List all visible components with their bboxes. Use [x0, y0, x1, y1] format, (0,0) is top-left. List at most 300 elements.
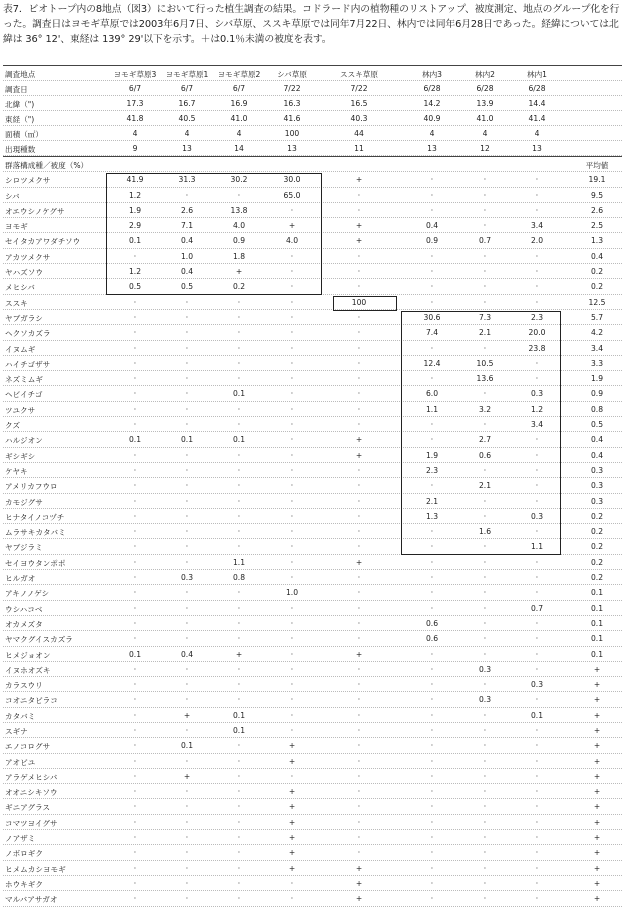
table-cell: ·	[535, 848, 539, 858]
table-cell: ·	[133, 328, 137, 338]
mean-cell: 3.4	[590, 343, 604, 353]
table-cell: ·	[237, 664, 241, 674]
table-cell: ·	[185, 848, 189, 858]
table-cell: 100	[284, 129, 300, 138]
table-cell: ·	[357, 756, 361, 766]
table-cell: 1.9	[425, 450, 439, 460]
mean-cell: 0.8	[590, 404, 604, 414]
table-cell: ·	[133, 297, 137, 307]
table-row	[3, 601, 622, 616]
species-name: マルバアサガオ	[5, 895, 58, 905]
table-cell: 1.3	[425, 511, 439, 521]
table-cell: ·	[483, 603, 487, 613]
table-cell: 2.1	[425, 496, 439, 506]
table-cell: 7/22	[350, 84, 368, 93]
table-cell: ·	[237, 312, 241, 322]
table-cell: ·	[237, 848, 241, 858]
table-cell: ·	[357, 496, 361, 506]
table-cell: 7.4	[425, 328, 439, 338]
mean-cell: 0.2	[590, 573, 604, 583]
table-cell: ·	[535, 450, 539, 460]
table-cell: ·	[357, 710, 361, 720]
table-cell: ·	[133, 634, 137, 644]
table-cell: +	[288, 741, 296, 751]
table-cell: 41.6	[283, 114, 301, 123]
table-cell: シバ草原	[277, 70, 307, 79]
table-cell: ·	[483, 251, 487, 261]
table-cell: ·	[185, 450, 189, 460]
table-cell: 0.3	[180, 573, 194, 583]
table-row	[3, 341, 622, 356]
table-cell: 23.8	[528, 343, 546, 353]
table-cell: 4	[534, 129, 540, 138]
table-row	[3, 631, 622, 646]
table-cell: ·	[133, 695, 137, 705]
table-cell: ·	[185, 527, 189, 537]
table-cell: 14.4	[528, 99, 546, 108]
species-name: エノコログサ	[5, 742, 51, 752]
table-cell: ·	[237, 450, 241, 460]
table-cell: 0.3	[478, 695, 492, 705]
mean-cell: 0.1	[590, 618, 604, 628]
table-cell: ·	[290, 649, 294, 659]
table-cell: ·	[133, 787, 137, 797]
table-cell: 0.1	[128, 236, 142, 246]
table-cell: ·	[357, 680, 361, 690]
mean-cell: 3.3	[590, 358, 604, 368]
species-name: ムラサキカタバミ	[5, 528, 66, 538]
table-cell: ·	[430, 695, 434, 705]
table-cell: 0.6	[425, 634, 439, 644]
table-cell: ·	[430, 649, 434, 659]
table-cell: ·	[237, 511, 241, 521]
table-cell: 13	[182, 144, 192, 153]
table-cell: ·	[185, 481, 189, 491]
table-cell: 16.3	[283, 99, 301, 108]
table-cell: ·	[483, 557, 487, 567]
species-name: ヤハズソウ	[5, 268, 43, 278]
table-cell: ·	[133, 863, 137, 873]
mean-cell: 0.9	[590, 389, 604, 399]
table-cell: 11	[354, 144, 364, 153]
table-cell: ·	[357, 420, 361, 430]
table-cell: +	[288, 817, 296, 827]
table-cell: ·	[290, 680, 294, 690]
table-cell: ·	[535, 465, 539, 475]
table-cell: ·	[133, 389, 137, 399]
species-name: アオビユ	[5, 757, 36, 767]
table-cell: ·	[290, 634, 294, 644]
table-cell: +	[355, 236, 363, 246]
table-cell: ·	[237, 190, 241, 200]
species-name: オオニシキソウ	[5, 788, 58, 798]
table-cell: ·	[290, 695, 294, 705]
table-cell: ·	[185, 833, 189, 843]
table-cell: +	[355, 557, 363, 567]
species-header-row	[3, 157, 622, 172]
table-cell: ·	[290, 496, 294, 506]
species-name: セイタカアワダチソウ	[5, 237, 81, 247]
table-cell: +	[288, 787, 296, 797]
table-cell: 0.3	[530, 389, 544, 399]
meta-row	[3, 81, 622, 96]
table-cell: ·	[430, 343, 434, 353]
table-cell: 41.4	[528, 114, 546, 123]
table-row	[3, 585, 622, 600]
species-name: コマツヨイグサ	[5, 818, 58, 828]
table-cell: ·	[185, 664, 189, 674]
table-cell: ·	[133, 603, 137, 613]
table-cell: ·	[483, 833, 487, 843]
table-cell: ·	[535, 358, 539, 368]
mean-cell: +	[593, 894, 601, 904]
table-cell: ·	[133, 481, 137, 491]
table-cell: +	[288, 802, 296, 812]
mean-cell: 0.2	[590, 542, 604, 552]
table-cell: ·	[535, 588, 539, 598]
table-row	[3, 662, 622, 677]
table-row	[3, 172, 622, 187]
table-cell: ·	[185, 894, 189, 904]
table-cell: ·	[483, 420, 487, 430]
table-cell: 17.3	[126, 99, 144, 108]
table-cell: 1.9	[128, 205, 142, 215]
table-cell: ·	[357, 771, 361, 781]
table-cell: ·	[185, 328, 189, 338]
table-cell: ·	[133, 741, 137, 751]
table-cell: ·	[430, 557, 434, 567]
row-label: 東経（")	[5, 115, 35, 124]
table-cell: ·	[430, 771, 434, 781]
table-cell: ·	[290, 542, 294, 552]
species-name: メヒシバ	[5, 283, 35, 293]
species-name: ヒメムカシヨモギ	[5, 864, 66, 874]
table-cell: ·	[430, 527, 434, 537]
table-cell: ·	[483, 817, 487, 827]
table-cell: ·	[430, 588, 434, 598]
table-cell: ·	[430, 374, 434, 384]
table-cell: ·	[290, 465, 294, 475]
table-cell: ·	[430, 481, 434, 491]
table-cell: 0.1	[232, 725, 246, 735]
table-row	[3, 647, 622, 662]
table-cell: 0.4	[180, 267, 194, 277]
mean-cell: 0.4	[590, 251, 604, 261]
table-cell: 0.6	[425, 618, 439, 628]
table-row	[3, 203, 622, 218]
table-cell: ·	[133, 833, 137, 843]
species-name: ノボロギク	[5, 849, 43, 859]
table-cell: 0.9	[425, 236, 439, 246]
table-row	[3, 478, 622, 493]
table-row	[3, 494, 622, 509]
table-cell: ·	[483, 802, 487, 812]
table-cell: ·	[237, 465, 241, 475]
mean-cell: 0.2	[590, 527, 604, 537]
mean-cell: +	[593, 787, 601, 797]
table-cell: +	[355, 175, 363, 185]
table-cell: 40.3	[350, 114, 368, 123]
table-cell: ·	[535, 756, 539, 766]
mean-cell: +	[593, 695, 601, 705]
table-cell: ·	[133, 557, 137, 567]
table-cell: ·	[357, 833, 361, 843]
table-cell: ·	[133, 588, 137, 598]
table-cell: 20.0	[528, 328, 546, 338]
table-cell: ·	[357, 282, 361, 292]
table-cell: +	[355, 450, 363, 460]
table-cell: ·	[290, 389, 294, 399]
table-cell: ·	[290, 420, 294, 430]
table-row	[3, 432, 622, 447]
table-cell: ·	[357, 374, 361, 384]
table-cell: 1.0	[285, 588, 299, 598]
table-cell: ·	[290, 725, 294, 735]
table-cell: ·	[535, 741, 539, 751]
table-cell: ·	[430, 251, 434, 261]
table-cell: ·	[535, 649, 539, 659]
table-cell: 44	[354, 129, 364, 138]
table-cell: 1.1	[425, 404, 439, 414]
table-cell: ·	[483, 282, 487, 292]
table-cell: ·	[185, 358, 189, 368]
table-cell: ·	[483, 863, 487, 873]
table-cell: ·	[357, 481, 361, 491]
column-header: 群落構成種／被度（%）	[5, 161, 89, 170]
table-cell: ·	[483, 741, 487, 751]
mean-cell: 0.2	[590, 557, 604, 567]
table-cell: ·	[290, 205, 294, 215]
mean-cell: 0.5	[590, 420, 604, 430]
table-cell: ·	[535, 557, 539, 567]
table-cell: ·	[133, 496, 137, 506]
table-cell: ·	[185, 312, 189, 322]
table-cell: ·	[185, 878, 189, 888]
table-cell: ヨモギ草原2	[217, 70, 261, 79]
table-cell: 1.1	[232, 557, 246, 567]
table-cell: ·	[133, 542, 137, 552]
table-cell: 30.2	[230, 175, 248, 185]
table-cell: +	[183, 771, 191, 781]
table-cell: ·	[430, 680, 434, 690]
mean-cell: +	[593, 710, 601, 720]
table-cell: ·	[535, 664, 539, 674]
mean-cell: 0.3	[590, 465, 604, 475]
table-cell: ·	[185, 817, 189, 827]
table-cell: 4	[482, 129, 488, 138]
table-cell: 12.4	[423, 358, 441, 368]
table-cell: 0.7	[478, 236, 492, 246]
mean-cell: +	[593, 802, 601, 812]
table-cell: ·	[290, 374, 294, 384]
table-cell: ·	[483, 221, 487, 231]
table-cell: ·	[185, 618, 189, 628]
table-cell: 0.3	[530, 511, 544, 521]
table-cell: ·	[185, 420, 189, 430]
table-cell: +	[288, 863, 296, 873]
table-cell: ·	[133, 527, 137, 537]
table-cell: ·	[185, 297, 189, 307]
table-cell: 0.2	[232, 282, 246, 292]
table-cell: ·	[290, 894, 294, 904]
species-name: ヨモギ	[5, 222, 28, 232]
table-row	[3, 264, 622, 279]
table-cell: ·	[237, 618, 241, 628]
species-name: イヌホオズキ	[5, 665, 51, 675]
table-cell: ·	[430, 435, 434, 445]
table-cell: ·	[430, 878, 434, 888]
table-cell: ·	[430, 741, 434, 751]
table-cell: ·	[483, 878, 487, 888]
table-cell: ·	[237, 680, 241, 690]
table-cell: ·	[133, 894, 137, 904]
species-name: オエウシノケグサ	[5, 206, 65, 216]
table-cell: 1.2	[128, 267, 142, 277]
table-cell: 0.1	[180, 435, 194, 445]
table-cell: 0.1	[232, 710, 246, 720]
mean-cell: +	[593, 771, 601, 781]
table-cell: ·	[133, 802, 137, 812]
species-name: ヒメジョオン	[5, 650, 51, 660]
table-cell: 9	[132, 144, 138, 153]
table-row	[3, 463, 622, 478]
table-cell: +	[355, 221, 363, 231]
table-cell: 1.2	[128, 190, 142, 200]
table-cell: ·	[430, 297, 434, 307]
table-cell: ·	[185, 680, 189, 690]
table-cell: 0.6	[478, 450, 492, 460]
table-cell: 2.0	[530, 236, 544, 246]
table-cell: ·	[185, 404, 189, 414]
table-cell: 7/22	[283, 84, 301, 93]
species-name: セイヨウタンポポ	[5, 558, 66, 568]
table-cell: ·	[290, 618, 294, 628]
table-cell: ·	[133, 725, 137, 735]
table-cell: ·	[430, 175, 434, 185]
table-cell: ·	[357, 817, 361, 827]
table-cell: 林内3	[421, 70, 443, 79]
table-cell: ·	[357, 465, 361, 475]
table-cell: ·	[237, 695, 241, 705]
table-cell: ·	[430, 817, 434, 827]
table-cell: 13	[287, 144, 297, 153]
table-cell: ·	[483, 496, 487, 506]
table-cell: ·	[133, 664, 137, 674]
table-cell: ·	[535, 802, 539, 812]
table-cell: ·	[535, 175, 539, 185]
table-cell: ·	[483, 649, 487, 659]
table-cell: +	[183, 710, 191, 720]
table-cell: +	[355, 649, 363, 659]
table-cell: 1.6	[478, 527, 492, 537]
table-cell: ·	[483, 680, 487, 690]
table-row	[3, 386, 622, 401]
table-cell: ·	[357, 787, 361, 797]
mean-cell: 5.7	[590, 312, 604, 322]
table-cell: ·	[535, 190, 539, 200]
mean-cell: +	[593, 664, 601, 674]
mean-cell: 2.5	[590, 221, 604, 231]
mean-cell: 4.2	[590, 328, 604, 338]
table-cell: ·	[133, 680, 137, 690]
table-row	[3, 616, 622, 631]
table-cell: ·	[237, 603, 241, 613]
table-cell: 0.1	[530, 710, 544, 720]
table-cell: ·	[290, 710, 294, 720]
table-row	[3, 325, 622, 340]
table-cell: 4	[184, 129, 190, 138]
table-cell: 6/7	[128, 84, 142, 93]
meta-row	[3, 141, 622, 157]
table-cell: 6/28	[528, 84, 546, 93]
table-cell: 0.9	[232, 236, 246, 246]
table-cell: 2.1	[478, 328, 492, 338]
table-cell: ·	[237, 878, 241, 888]
table-cell: 3.4	[530, 221, 544, 231]
table-row	[3, 815, 622, 830]
table-cell: ·	[290, 435, 294, 445]
table-cell: ·	[483, 588, 487, 598]
table-row	[3, 417, 622, 432]
table-cell: 1.8	[232, 251, 246, 261]
species-name: ネズミムギ	[5, 375, 43, 385]
table-cell: ·	[133, 817, 137, 827]
table-cell: ·	[237, 787, 241, 797]
table-cell: ·	[430, 863, 434, 873]
table-cell: 16.7	[178, 99, 196, 108]
table-row	[3, 570, 622, 585]
row-label: 面積（㎡）	[5, 130, 43, 139]
species-name: カタバミ	[5, 711, 36, 721]
table-cell: ·	[290, 511, 294, 521]
table-cell: ·	[483, 756, 487, 766]
table-cell: ·	[290, 343, 294, 353]
table-cell: ·	[430, 190, 434, 200]
mean-cell: +	[593, 680, 601, 690]
table-cell: 13	[532, 144, 542, 153]
species-name: アカツメクサ	[5, 252, 51, 262]
table-cell: 4	[429, 129, 435, 138]
table-cell: ·	[535, 205, 539, 215]
table-cell: 12	[480, 144, 490, 153]
table-cell: 16.5	[350, 99, 368, 108]
table-cell: ·	[133, 358, 137, 368]
table-cell: ·	[430, 603, 434, 613]
row-label: 調査地点	[5, 70, 36, 79]
table-cell: 0.1	[128, 435, 142, 445]
table-cell: ·	[430, 833, 434, 843]
table-cell: 3.4	[530, 420, 544, 430]
table-cell: ·	[357, 190, 361, 200]
mean-cell: 0.4	[590, 435, 604, 445]
table-cell: 31.3	[178, 175, 196, 185]
table-cell: ·	[357, 573, 361, 583]
table-cell: ·	[290, 878, 294, 888]
table-cell: ·	[185, 389, 189, 399]
table-cell: ·	[133, 251, 137, 261]
table-cell: +	[235, 649, 243, 659]
table-cell: ·	[357, 343, 361, 353]
table-cell: 0.1	[128, 649, 142, 659]
table-cell: ·	[133, 848, 137, 858]
table-cell: +	[355, 863, 363, 873]
table-cell: ·	[535, 251, 539, 261]
table-cell: ·	[133, 450, 137, 460]
table-cell: ·	[483, 465, 487, 475]
mean-cell: 0.1	[590, 603, 604, 613]
table-cell: ·	[483, 573, 487, 583]
table-row	[3, 509, 622, 524]
